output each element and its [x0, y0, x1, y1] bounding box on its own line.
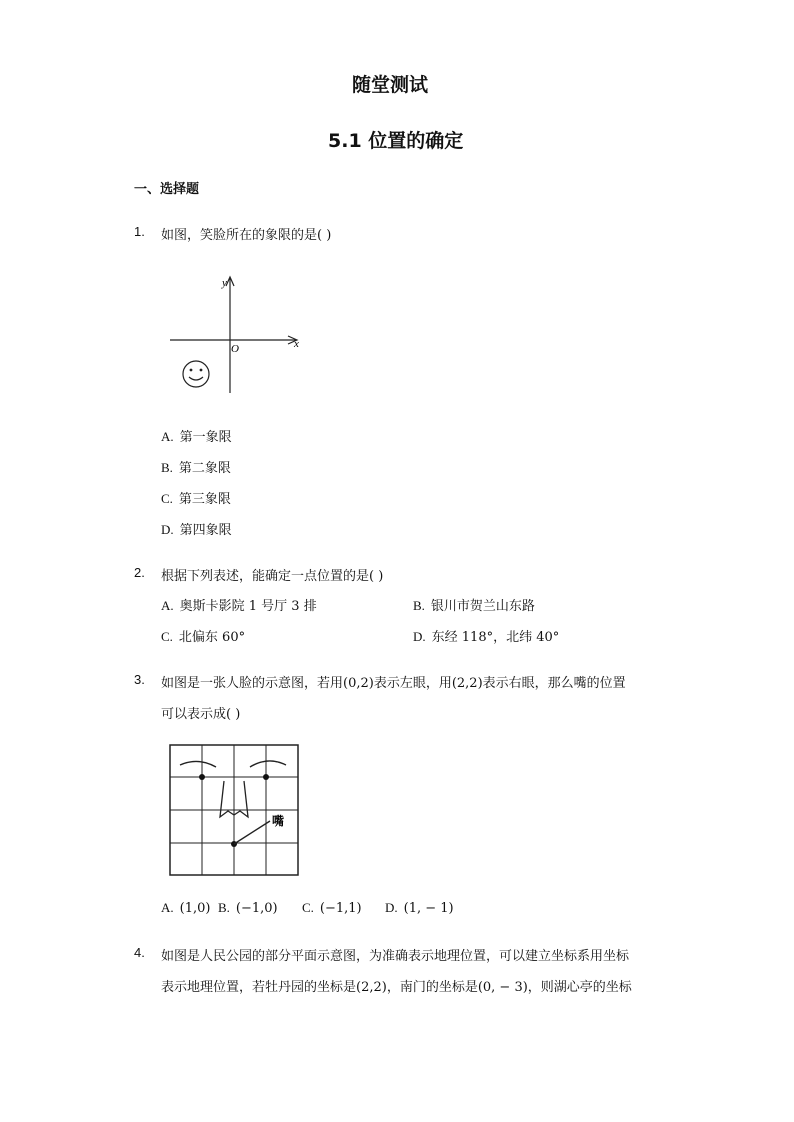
- option-a[interactable]: [161, 426, 232, 445]
- option-text: 第四象限: [179, 523, 232, 538]
- option-label: C.: [161, 491, 173, 506]
- right-eyebrow: [250, 761, 286, 767]
- right-eye-point: [263, 774, 269, 780]
- page-subtitle: 5.1 位置的确定: [328, 130, 464, 152]
- question-number: 4.: [134, 945, 145, 960]
- option-label: A.: [161, 900, 174, 915]
- option-a[interactable]: [161, 900, 210, 916]
- option-label: A.: [161, 429, 174, 444]
- left-eyebrow: [180, 761, 216, 767]
- x-axis-label: x: [294, 338, 299, 350]
- question-text-line-2: 可以表示成( ): [161, 707, 241, 722]
- option-b[interactable]: [218, 900, 278, 916]
- option-c[interactable]: [161, 626, 245, 645]
- origin-label: O: [231, 343, 239, 355]
- option-text: (1,0): [179, 901, 211, 916]
- option-label: B.: [218, 900, 230, 915]
- quadrant-figure: [160, 268, 310, 400]
- question-text-line-1: 如图是一张人脸的示意图，若用(0,2)表示左眼，用(2,2)表示右眼，那么嘴的位置: [161, 676, 626, 691]
- question-number: 3.: [134, 672, 145, 687]
- option-b[interactable]: [161, 457, 231, 476]
- page-title: 随堂测试: [352, 74, 429, 96]
- question-number: 2.: [134, 565, 145, 580]
- face-grid-figure: [168, 743, 302, 879]
- y-axis-label: y: [222, 277, 227, 289]
- option-d[interactable]: [161, 519, 232, 538]
- option-label: D.: [161, 522, 174, 537]
- question-text: 根据下列表述，能确定一点位置的是( ): [161, 569, 384, 584]
- question-text-line-2: 表示地理位置，若牡丹园的坐标是(2,2)，南门的坐标是(0, − 3)，则湖心亭的坐标: [161, 980, 632, 995]
- question-text-line-1: 如图是人民公园的部分平面示意图，为准确表示地理位置，可以建立坐标系用坐标: [161, 949, 630, 964]
- section-heading: 一、选择题: [134, 182, 200, 197]
- left-eye-point: [199, 774, 205, 780]
- option-a[interactable]: [161, 595, 317, 614]
- option-label: D.: [413, 629, 426, 644]
- option-text: 第三象限: [178, 492, 231, 507]
- option-label: D.: [385, 900, 398, 915]
- option-text: 第二象限: [178, 461, 231, 476]
- option-label: B.: [161, 460, 173, 475]
- option-text: 银川市贺兰山东路: [430, 599, 535, 614]
- mouth-label: 嘴: [272, 814, 285, 828]
- question-text: 如图，笑脸所在的象限的是( ): [161, 228, 332, 243]
- grid-lines: [170, 745, 298, 875]
- option-text: (−1,1): [319, 901, 362, 916]
- option-label: C.: [161, 629, 173, 644]
- option-label: C.: [302, 900, 314, 915]
- question-number: 1.: [134, 224, 145, 239]
- option-d[interactable]: [385, 900, 454, 916]
- option-b[interactable]: [413, 595, 535, 614]
- option-text: 东经 118°，北纬 40°: [431, 630, 560, 645]
- option-text: 奥斯卡影院 1 号厅 3 排: [179, 599, 317, 614]
- smiley-face-icon: [183, 361, 209, 387]
- option-label: A.: [161, 598, 174, 613]
- option-d[interactable]: [413, 626, 559, 645]
- option-text: 北偏东 60°: [178, 630, 246, 645]
- option-text: 第一象限: [179, 430, 232, 445]
- option-text: (1, − 1): [403, 901, 454, 916]
- mouth-pointer: [234, 821, 270, 844]
- option-c[interactable]: [161, 488, 231, 507]
- option-label: B.: [413, 598, 425, 613]
- option-text: (−1,0): [235, 901, 278, 916]
- option-c[interactable]: [302, 900, 362, 916]
